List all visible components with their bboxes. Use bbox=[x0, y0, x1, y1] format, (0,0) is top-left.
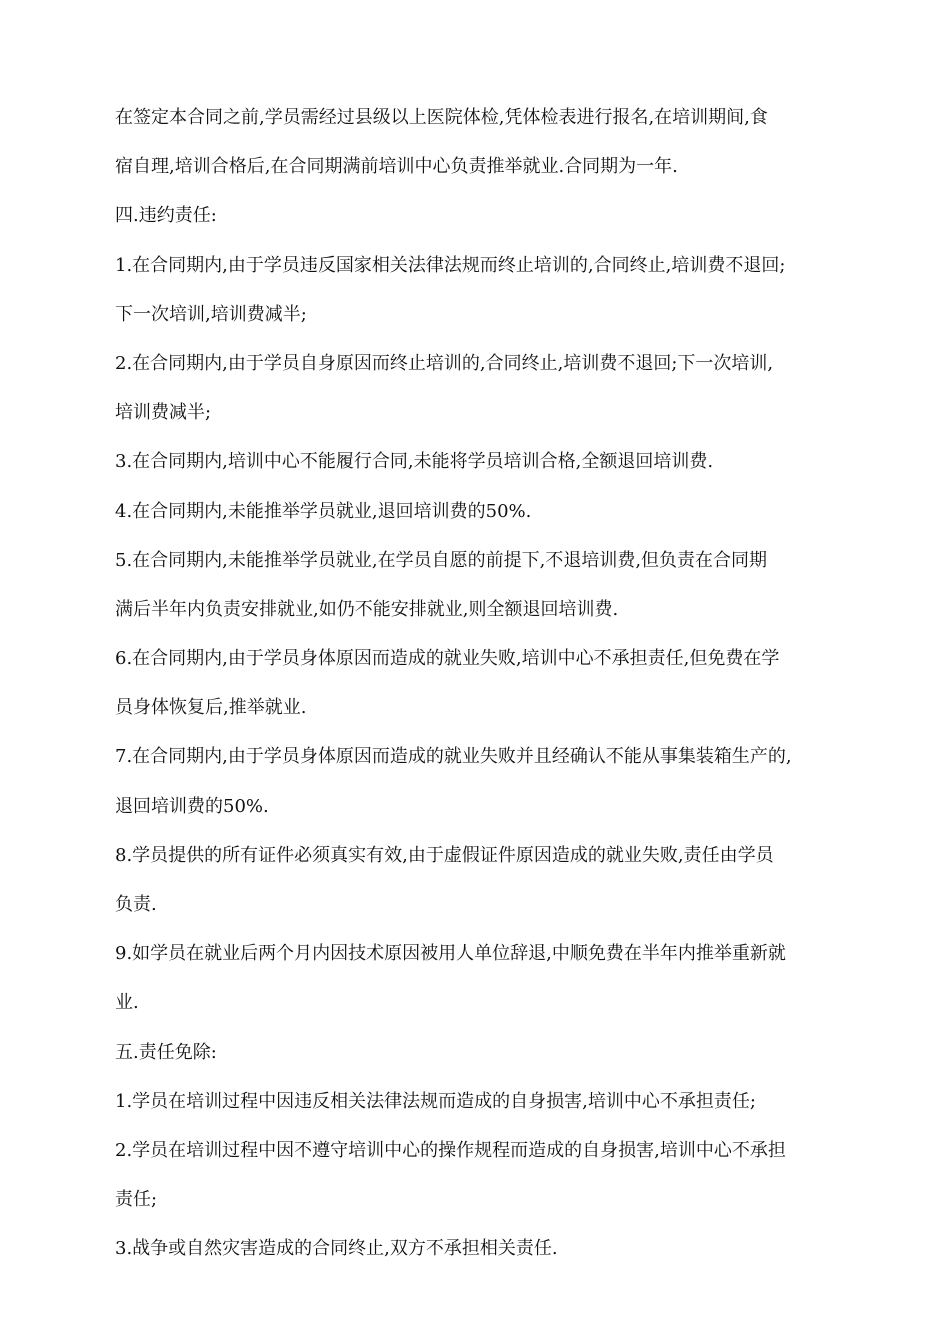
text-line: 下一次培训,培训费减半; bbox=[115, 303, 307, 325]
text-line: 2.在合同期内,由于学员自身原因而终止培训的,合同终止,培训费不退回;下一次培训, bbox=[115, 352, 774, 374]
section-heading: 四.违约责任: bbox=[115, 205, 217, 227]
text-line: 2.学员在培训过程中因不遵守培训中心的操作规程而造成的自身损害,培训中心不承担 bbox=[115, 1139, 786, 1161]
document-page bbox=[115, 93, 845, 1274]
text-line: 业. bbox=[115, 992, 139, 1014]
text-line: 7.在合同期内,由于学员身体原因而造成的就业失败并且经确认不能从事集装箱生产的, bbox=[115, 746, 792, 768]
text-line: 3.在合同期内,培训中心不能履行合同,未能将学员培训合格,全额退回培训费. bbox=[115, 451, 714, 473]
text-line: 宿自理,培训合格后,在合同期满前培训中心负责推举就业.合同期为一年. bbox=[115, 156, 678, 178]
text-line: 8.学员提供的所有证件必须真实有效,由于虚假证件原因造成的就业失败,责任由学员 bbox=[115, 844, 774, 866]
text-line: 退回培训费的50%. bbox=[115, 795, 269, 817]
text-line: 4.在合同期内,未能推举学员就业,退回培训费的50%. bbox=[115, 500, 532, 522]
text-line: 5.在合同期内,未能推举学员就业,在学员自愿的前提下,不退培训费,但负责在合同期 bbox=[115, 549, 768, 571]
text-line: 负责. bbox=[115, 894, 157, 915]
text-line: 员身体恢复后,推举就业. bbox=[115, 697, 307, 719]
text-line: 9.如学员在就业后两个月内因技术原因被用人单位辞退,中顺免费在半年内推举重新就 bbox=[115, 943, 786, 965]
text-line: 3.战争或自然灾害造成的合同终止,双方不承担相关责任. bbox=[115, 1238, 558, 1260]
text-line: 1.学员在培训过程中因违反相关法律法规而造成的自身损害,培训中心不承担责任; bbox=[115, 1090, 756, 1112]
section-heading: 五.责任免除: bbox=[115, 1041, 217, 1063]
text-line: 培训费减半; bbox=[115, 402, 212, 424]
text-line: 1.在合同期内,由于学员违反国家相关法律法规而终止培训的,合同终止,培训费不退回; bbox=[115, 254, 786, 276]
text-line: 6.在合同期内,由于学员身体原因而造成的就业失败,培训中心不承担责任,但免费在学 bbox=[115, 648, 780, 670]
text-line: 在签定本合同之前,学员需经过县级以上医院体检,凭体检表进行报名,在培训期间,食 bbox=[115, 107, 768, 128]
text-line: 满后半年内负责安排就业,如仍不能安排就业,则全额退回培训费. bbox=[115, 598, 619, 620]
text-line: 责任; bbox=[115, 1189, 158, 1211]
